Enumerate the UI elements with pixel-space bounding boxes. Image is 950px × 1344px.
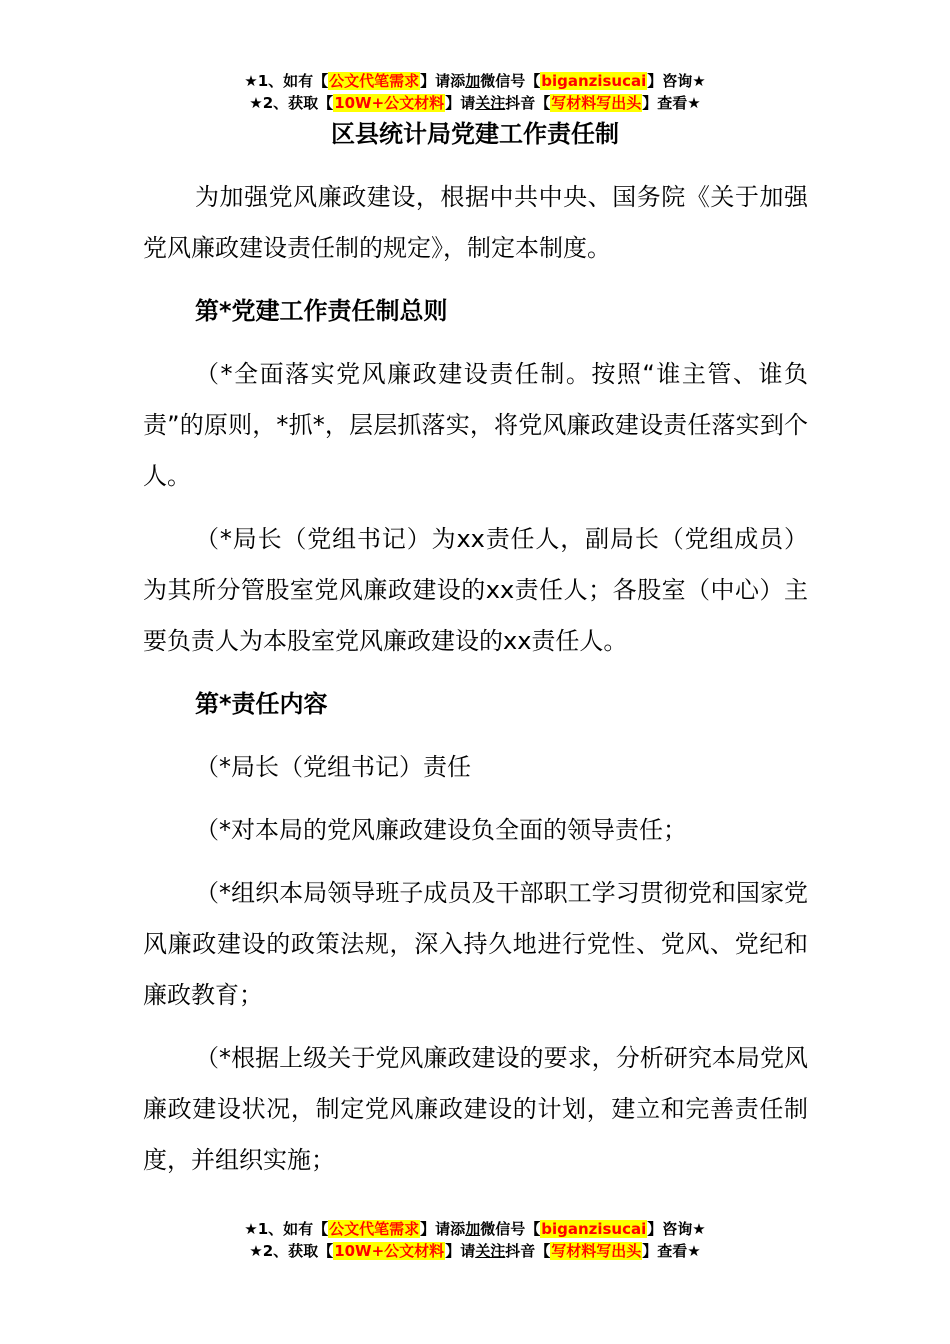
footer-banner	[0, 1218, 950, 1262]
paragraph-item: （*组织本局领导班子成员及干部职工学习贯彻党和国家党风廉政建设的政策法规，深入持久地进行党性、党风、党纪和廉政教育；	[143, 879, 808, 1009]
paragraph-item: （*全面落实党风廉政建设责任制。按照“谁主管、谁负责”的原则，*抓*，层层抓落实，将党风廉政建设责任落实到个人。	[143, 360, 808, 490]
document-title: 区县统计局党建工作责任制	[331, 120, 619, 148]
banner-line-2: ★2、获取【10W+公文材料】请关注抖音【写材料写出头】查看★	[249, 1242, 701, 1260]
paragraph-item: （*根据上级关于党风廉政建设的要求，分析研究本局党风廉政建设状况，制定党风廉政建设的计划，建立和完善责任制度，并组织实施；	[143, 1044, 808, 1174]
section-heading-content: 第*责任内容	[195, 690, 328, 718]
banner-line-1: ★1、如有【公文代笔需求】请添加微信号【biganzisucai】咨询★	[244, 72, 706, 90]
highlight-materials: 10W+公文材料	[334, 94, 445, 112]
banner-line-2: ★2、获取【10W+公文材料】请关注抖音【写材料写出头】查看★	[249, 94, 701, 112]
paragraph-item: （*局长（党组书记）责任	[195, 753, 471, 781]
header-banner	[0, 70, 950, 114]
banner-line-1: ★1、如有【公文代笔需求】请添加微信号【biganzisucai】咨询★	[244, 1220, 706, 1238]
highlight-materials: 10W+公文材料	[334, 1242, 445, 1260]
paragraph-item: （*对本局的党风廉政建设负全面的领导责任；	[195, 816, 687, 844]
paragraph-item: （*局长（党组书记）为xx责任人，副局长（党组成员）为其所分管股室党风廉政建设的xx责任人；各股室（中心）主要负责人为本股室党风廉政建设的xx责任人。	[143, 525, 808, 655]
document-body	[143, 172, 808, 1198]
highlight-wechat-id: biganzisucai	[541, 72, 647, 90]
highlight-douyin: 写材料写出头	[551, 94, 642, 112]
highlight-ghostwriting: 公文代笔需求	[329, 1220, 420, 1238]
section-heading-general: 第*党建工作责任制总则	[195, 297, 448, 325]
paragraph-intro: 为加强党风廉政建设，根据中共中央、国务院《关于加强党风廉政建设责任制的规定》，制定本制度。	[143, 183, 808, 262]
highlight-douyin: 写材料写出头	[551, 1242, 642, 1260]
highlight-ghostwriting: 公文代笔需求	[329, 72, 420, 90]
highlight-wechat-id: biganzisucai	[541, 1220, 647, 1238]
